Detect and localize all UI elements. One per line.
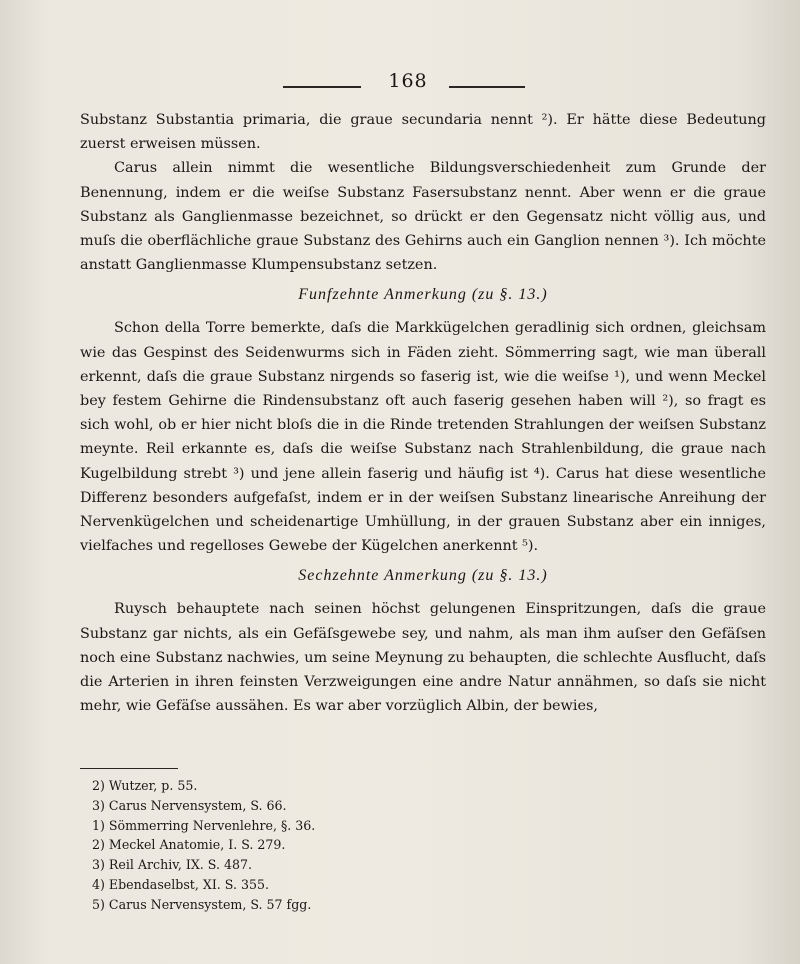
footnote: 2) Meckel Anatomie, I. S. 279. [92, 837, 286, 853]
section-heading-15 [80, 283, 766, 307]
main-text [80, 108, 766, 718]
header-rule-right [449, 86, 525, 88]
footnote: 3) Reil Archiv, IX. S. 487. [92, 857, 253, 873]
section-heading-16-ref: (zu §. 13.) [471, 567, 548, 585]
footnote: 3) Carus Nervensystem, S. 66. [92, 797, 287, 813]
footnotes [92, 776, 492, 915]
paragraph-della-torre: Schon della Torre bemerkte, daſs die Markkügelchen geradlinig sich ordnen, gleichsam wie das Gespinst des Seidenwurms sich in Fäden zieht. Sömmerring sagt, wie man überall erkennt, daſs die graue Substanz nirgends so faserig ist, wie die weiſse ¹), und wenn Meckel bey festem Gehirne die Rindensubstanz oft auch faserig gesehen haben will ²), so fragt es sich wohl, ob er hier nicht bloſs die in die Rinde tretenden Strahlungen der weiſsen Substanz meynte. Reil erkannte es, daſs die weiſse Substanz nach Strahlenbildung, die graue nach Kugelbildung strebt ³) und jene allein faserig und häufig ist ⁴). Carus hat diese wesentliche Differenz besonders aufgefaſst, indem er in der weiſsen Substanz linearische Anreihung der Nervenkügelchen und scheidenartige Umhüllung, in der grauen Substanz aber ein inniges, vielfaches und regelloses Gewebe der Kügelchen anerkennt ⁵). [80, 320, 766, 555]
section-heading-15-title: Funfzehnte Anmerkung [298, 286, 467, 304]
paragraph-ruysch: Ruysch behauptete nach seinen höchst gelungenen Einspritzungen, daſs die graue Substanz gar nichts, als ein Gefäſsgewebe sey, und nahm, als man ihm auſser den Gefäſsen noch eine Substanz nachwies, um seine Meynung zu behaupten, die schlechte Ausflucht, daſs die Arterien in ihren feinsten Verzweigungen eine andre Natur annähmen, so daſs sie nicht mehr, wie Gefäſse aussähen. Es war aber vorzüglich Albin, der bewies, [80, 601, 766, 715]
page-number: 168 [388, 70, 428, 92]
page-header [0, 70, 800, 100]
footnote: 2) Wutzer, p. 55. [92, 778, 198, 793]
footnote-divider [80, 768, 178, 769]
section-heading-16-title: Sechzehnte Anmerkung [298, 567, 467, 585]
footnote: 5) Carus Nervensystem, S. 57 fgg. [92, 896, 312, 912]
footnote: 1) Sömmerring Nervenlehre, §. 36. [92, 817, 316, 833]
section-heading-16 [80, 564, 766, 588]
header-rule-left [283, 86, 361, 88]
section-heading-15-ref: (zu §. 13.) [471, 286, 548, 304]
paragraph-carus: Carus allein nimmt die wesentliche Bildungsverschiedenheit zum Grunde der Benennung, indem er die weiſse Substanz Fasersubstanz nennt. Aber wenn er die graue Substanz als Ganglienmasse bezeichnet, so drückt er den Gegensatz nicht völlig aus, und muſs die oberflächliche graue Substanz des Gehirns auch ein Ganglion nennen ³). Ich möchte anstatt Ganglienmasse Klumpensubstanz setzen. [80, 160, 766, 274]
paragraph-continuation: Substanz Substantia primaria, die graue secundaria nennt ²). Er hätte diese Bedeutung zuerst erweisen müssen. [80, 112, 766, 153]
footnote: 4) Ebendaselbst, XI. S. 355. [92, 876, 270, 892]
